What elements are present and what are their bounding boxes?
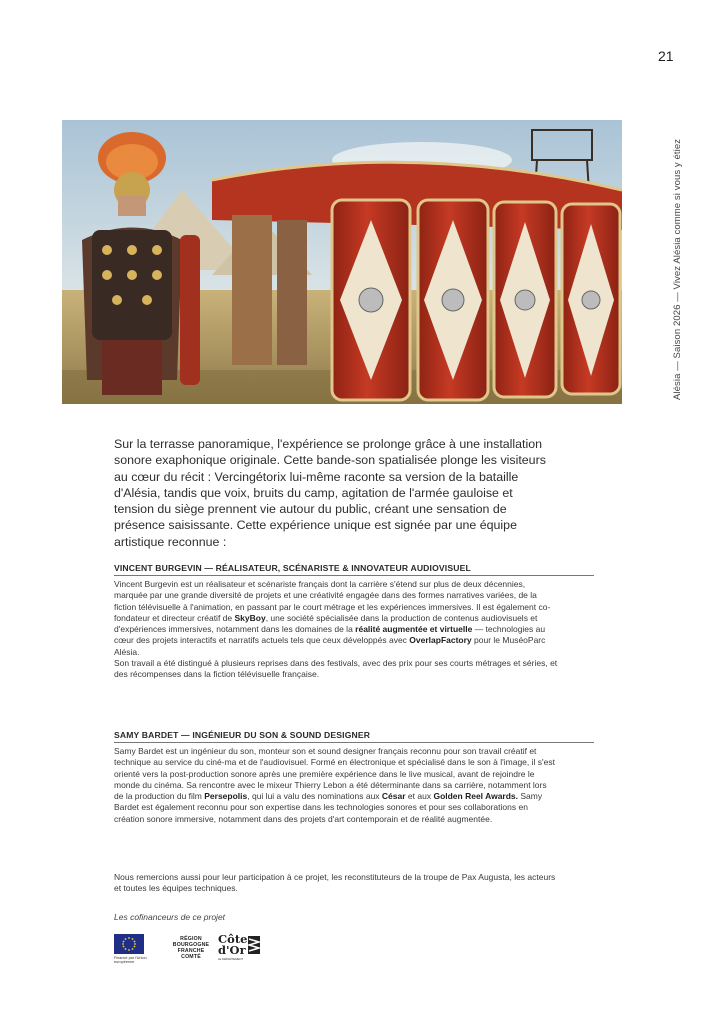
cofinanceurs-title: Les cofinanceurs de ce projet — [114, 912, 226, 922]
running-header-vertical: Alésia — Saison 2026 — Vivez Alésia comme si vous y étiez — [672, 138, 683, 400]
bio-text: pour le MuséoParc Alésia. — [114, 635, 546, 657]
region-line: FRANCHE — [177, 948, 205, 954]
cote-dor-emblem-icon — [248, 936, 260, 954]
region-line: RÉGION — [180, 936, 202, 942]
company-skyboy: SkyBoy — [234, 612, 266, 623]
cofinanceurs-logos — [114, 934, 274, 974]
bio-vincent-burgevin — [114, 579, 558, 681]
region-line: COMTÉ — [181, 954, 201, 960]
cote-dor-subtitle: LE DÉPARTEMENT — [218, 957, 244, 961]
film-persepolis: Persepolis — [204, 791, 248, 802]
eu-flag-icon — [114, 934, 144, 954]
bio-text: Vincent Burgevin est un réalisateur et scénariste français dont la carrière s'étend sur plus de deux décennies, marquée par une grande diversité de projets et une créativité engagée dans des formes narratives variées, de la fiction télévisuelle à l'animation, en passant par le court métrage et les expériences immersives. Il est également co-fondateur et directeur créatif de — [114, 579, 551, 623]
award-cesar: César — [381, 791, 406, 802]
bio-text: et aux — [405, 791, 434, 802]
roman-legionaries-testudo-photo — [62, 120, 622, 404]
region-line: BOURGOGNE — [172, 942, 210, 948]
eu-logo — [114, 934, 148, 965]
cote-dor-name-1: Côte — [218, 932, 248, 946]
bio-text: Samy Bardet est également reconnu pour son expertise dans les technologies sonores et pour ses collaborations en création sonore immersive, notamment dans des projets d'art contemporain et de réalité augmentée. — [114, 791, 543, 824]
section-title-samy-bardet: SAMY BARDET — INGÉNIEUR DU SON & SOUND DESIGNER — [114, 730, 594, 743]
bio-awards: Son travail a été distingué à plusieurs reprises dans des festivals, avec des prix pour ses courts métrages et séries, et des récompenses dans la fiction télévisuelle française. — [114, 658, 558, 680]
cote-dor-logo — [218, 934, 262, 961]
thanks-paragraph: Nous remercions aussi pour leur participation à ce projet, les reconstituteurs de la troupe de Pax Augusta, les acteurs et toutes les équipes techniques. — [114, 872, 556, 894]
company-overlapfactory: OverlapFactory — [409, 635, 472, 646]
region-bfc-logo — [172, 936, 210, 960]
bio-text: , une société spécialisée dans la production de contenus audiovisuels et d'expériences immersives, notamment dans les domaines de la — [114, 612, 538, 635]
section-title-vincent-burgevin: VINCENT BURGEVIN — RÉALISATEUR, SCÉNARISTE & INNOVATEUR AUDIOVISUEL — [114, 563, 594, 576]
page-number: 21 — [658, 48, 674, 64]
bio-text: — technologies au cœur des projets interactifs et narratifs actuels tels que ceux développés avec — [114, 624, 546, 646]
bio-text: Samy Bardet est un ingénieur du son, monteur son et sound designer français reconnu pour son travail créatif et technique au service du ciné-ma et de l'audiovisuel. Formé en électronique et spécialisé dans le son à l'image, il s'est orienté vers la post-production sonore après une première expérience dans le live musical, avant de rejoindre le monde du cinéma. Sa rencontre avec le mixeur Thierry Lebon a été déterminante dans sa carrière, notamment lors de la production du film — [114, 746, 555, 802]
award-golden-reel: Golden Reel Awards. — [433, 791, 519, 802]
bio-samy-bardet — [114, 746, 558, 825]
cote-dor-name-2: d'Or — [218, 943, 246, 957]
intro-paragraph: Sur la terrasse panoramique, l'expérience se prolonge grâce à une installation sonore exaphonique originale. Cette bande-son spatialisée plonge les visiteurs au cœur du récit : Vercingétorix lui-même raconte sa version de la bataille d'Alésia, tandis que voix, bruits du camp, agitation de l'armée gauloise et tension du siège prennent vie autour du public, créant une sensation de présence saisissante. Cette expérience unique est signée par une équipe artistique reconnue : — [114, 437, 546, 549]
bio-text: , qui lui a valu des nominations aux — [247, 791, 382, 802]
eu-caption: Financé par l'Union européenne — [114, 956, 147, 965]
roman-soldiers-photo — [62, 120, 622, 404]
keyword-ar-vr: réalité augmentée et virtuelle — [355, 624, 473, 635]
